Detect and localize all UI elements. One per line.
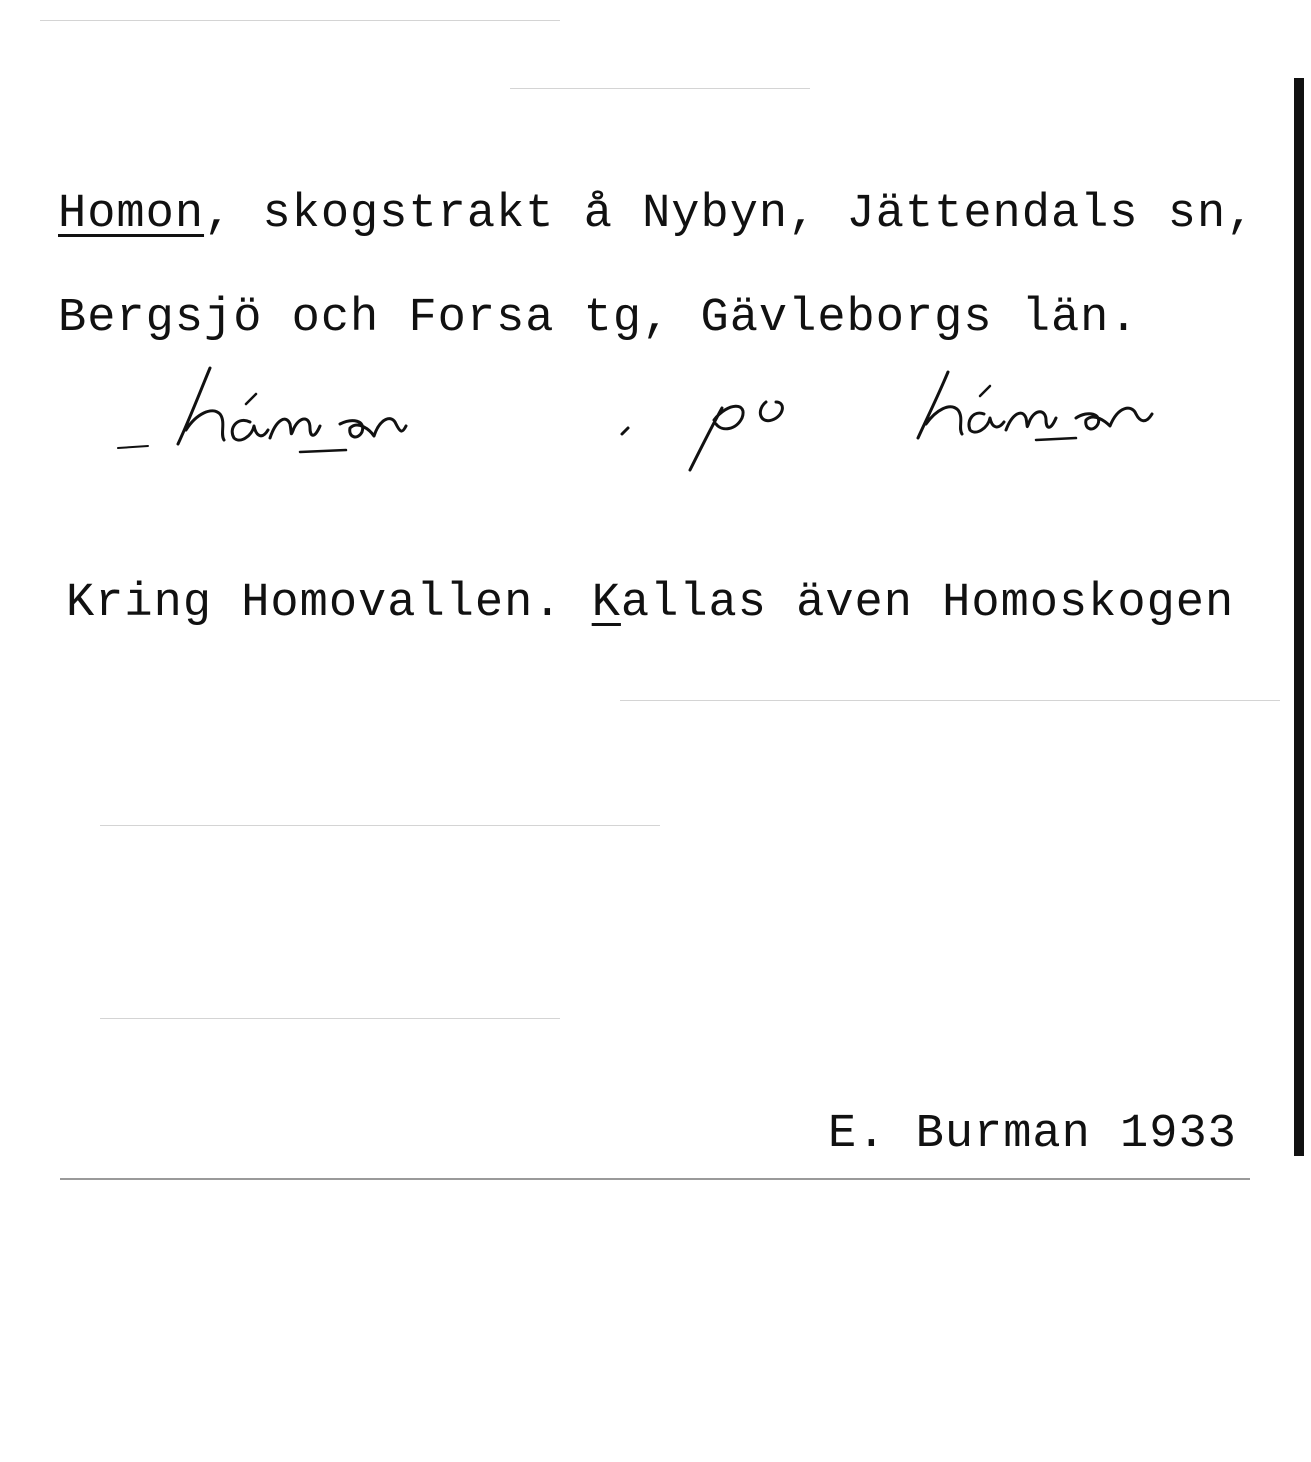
entry-description: , skogstrakt å Nybyn, Jättendals sn, bbox=[204, 188, 1256, 241]
entry-line-2: Bergsjö och Forsa tg, Gävleborgs län. bbox=[58, 292, 1139, 345]
alias-initial: K bbox=[591, 577, 621, 630]
location-note: Kring Homovallen. bbox=[66, 577, 592, 630]
alias-note: allas även Homoskogen bbox=[620, 577, 1235, 630]
entry-line-3 bbox=[66, 577, 1234, 630]
headword: Homon bbox=[58, 188, 205, 241]
collector-signature: E. Burman 1933 bbox=[828, 1108, 1237, 1161]
